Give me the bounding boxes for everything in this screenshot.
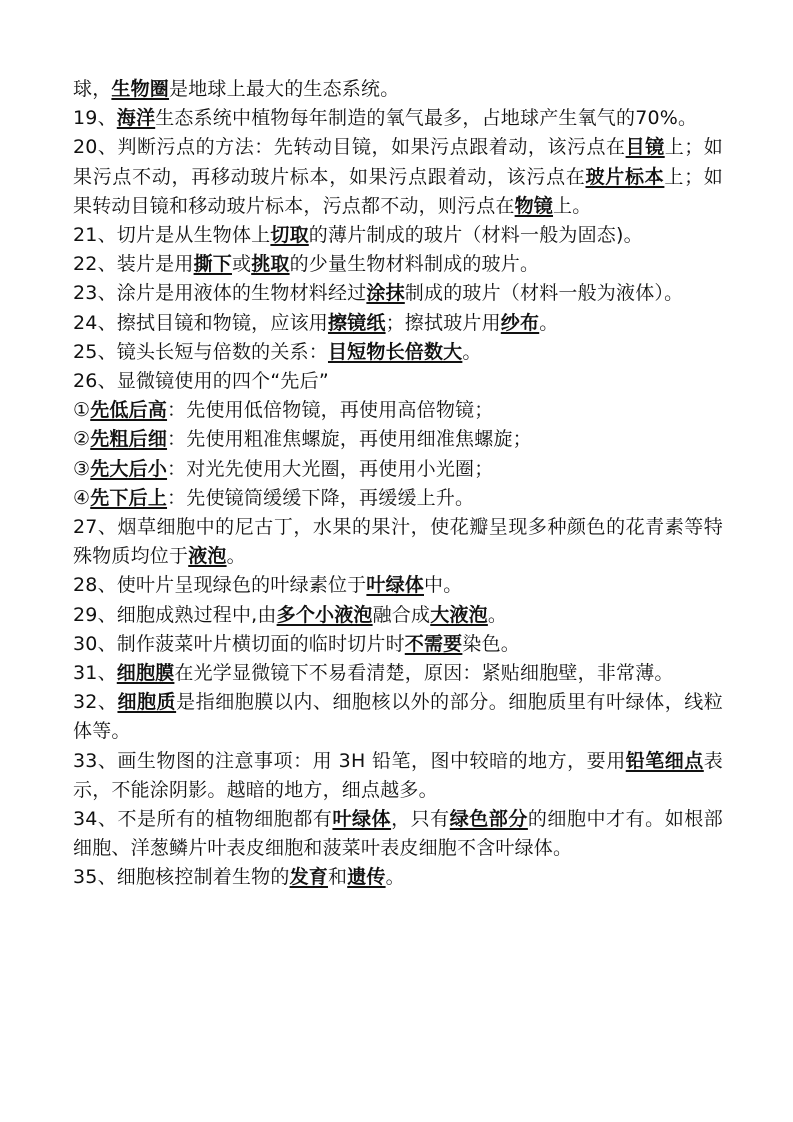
text-run: 26、显微镜使用的四个“先后” <box>73 370 329 393</box>
keyword-answer: 遗传 <box>347 866 386 889</box>
keyword-answer: 先大后小 <box>90 457 168 480</box>
item-31 <box>73 659 723 688</box>
text-run: ④ <box>73 486 91 509</box>
item-25 <box>73 338 723 367</box>
keyword-answer: 多个小液泡 <box>276 603 373 626</box>
text-run: 19、 <box>73 107 117 130</box>
keyword-answer: 先低后高 <box>90 399 168 422</box>
text-run: 上；如果污点不动，再移动玻片标本，如果污点跟着动，该污点在 <box>73 136 723 188</box>
keyword-answer: 发育 <box>289 866 328 889</box>
text-run: 30、制作菠菜叶片横切面的临时切片时 <box>73 632 405 655</box>
keyword-answer: 物镜 <box>514 194 554 217</box>
item-22 <box>73 250 723 279</box>
keyword-answer: 纱布 <box>500 311 540 334</box>
item-21 <box>73 221 723 250</box>
keyword-answer: 生物圈 <box>111 78 170 100</box>
text-run: 。 <box>539 311 559 334</box>
text-run: 32、 <box>73 691 118 714</box>
text-run: 23、涂片是用液体的生物材料经过 <box>73 282 367 305</box>
text-run: 21、切片是从生物体上 <box>73 224 271 247</box>
keyword-answer: 涂抹 <box>366 282 405 305</box>
item-35 <box>73 863 723 892</box>
text-run: 。 <box>226 545 246 568</box>
text-run: 27、烟草细胞中的尼古丁，水果的果汁，使花瓣呈现多种颜色的花青素等特殊物质均位于 <box>73 516 723 568</box>
text-run: 上；如果转动目镜和移动玻片标本，污点都不动，则污点在 <box>73 165 723 217</box>
text-run: 染色。 <box>462 632 520 655</box>
keyword-answer: 大液泡 <box>430 603 488 626</box>
text-run: 33、画生物图的注意事项：用 3H 铅笔，图中较暗的地方，要用 <box>73 749 626 772</box>
item-32 <box>73 688 723 746</box>
text-run: ：先使用粗准焦螺旋，再使用细准焦螺旋； <box>167 428 532 451</box>
item-26 <box>73 367 723 396</box>
item-29 <box>73 601 723 630</box>
text-run: 31、 <box>73 662 117 685</box>
text-run: 。 <box>462 340 482 363</box>
text-run: 的少量生物材料制成的玻片。 <box>289 253 540 276</box>
text-run: 22、装片是用 <box>73 253 194 276</box>
keyword-answer: 玻片标本 <box>585 165 665 188</box>
text-run: ：先使用低倍物镜，再使用高倍物镜； <box>167 399 494 422</box>
text-run: 和 <box>327 866 348 889</box>
text-run: 。 <box>487 603 508 626</box>
text-run: 制成的玻片（材料一般为液体）。 <box>404 282 684 305</box>
keyword-answer: 细胞质 <box>117 691 177 714</box>
text-run: 的细胞中才有。如根部细胞、洋葱鳞片叶表皮细胞和菠菜叶表皮细胞不含叶绿体。 <box>73 808 723 860</box>
text-run: 球， <box>73 78 112 100</box>
keyword-answer: 绿色部分 <box>449 808 528 831</box>
text-run: ② <box>73 428 91 451</box>
text-run: ；擦拭玻片用 <box>385 311 501 334</box>
keyword-answer: 叶绿体 <box>366 574 424 597</box>
item-34 <box>73 805 723 863</box>
keyword-answer: 液泡 <box>188 545 227 568</box>
item-28 <box>73 571 723 600</box>
text-run: ，只有 <box>391 808 450 831</box>
text-run: 。 <box>385 866 405 889</box>
keyword-answer: 擦镜纸 <box>327 311 386 334</box>
text-run: 35、细胞核控制着生物的 <box>73 866 290 889</box>
item-24 <box>73 309 723 338</box>
item-19 <box>73 104 723 133</box>
keyword-answer: 先粗后细 <box>90 428 168 451</box>
text-run: 中。 <box>424 574 463 597</box>
keyword-answer: 细胞膜 <box>116 662 175 685</box>
item-33 <box>73 747 723 805</box>
item-18-cont <box>73 75 723 104</box>
text-run: 或 <box>231 253 252 276</box>
item-26-2 <box>73 425 723 454</box>
text-run: 28、使叶片呈现绿色的叶绿素位于 <box>73 574 367 597</box>
item-26-3 <box>73 455 723 484</box>
text-run: ① <box>73 399 91 422</box>
text-run: 的薄片制成的玻片（材料一般为固态)。 <box>308 224 643 247</box>
keyword-answer: 不需要 <box>404 632 463 655</box>
text-run: 生态系统中植物每年制造的氧气最多，占地球产生氧气的70%。 <box>155 107 698 130</box>
keyword-answer: 挑取 <box>251 253 290 276</box>
text-run: 29、细胞成熟过程中,由 <box>73 603 277 626</box>
keyword-answer: 目短物长倍数大 <box>327 340 463 363</box>
text-run: 融合成 <box>372 603 431 626</box>
item-20 <box>73 133 723 221</box>
text-run: 20、判断污点的方法：先转动目镜，如果污点跟着动，该污点在 <box>73 136 626 159</box>
text-run: 25、镜头长短与倍数的关系： <box>73 340 328 363</box>
item-26-1 <box>73 396 723 425</box>
text-run: 34、不是所有的植物细胞都有 <box>73 808 333 831</box>
item-27 <box>73 513 723 571</box>
text-run: 24、擦拭目镜和物镜，应该用 <box>73 311 328 334</box>
text-run: ：先使镜筒缓缓下降，再缓缓上升。 <box>167 486 475 509</box>
document-page <box>73 75 723 893</box>
text-run: ③ <box>73 457 91 480</box>
text-run: ：对光先使用大光圈，再使用小光圈； <box>167 457 494 480</box>
text-run: 表示，不能涂阴影。越暗的地方，细点越多。 <box>73 749 723 801</box>
keyword-answer: 铅笔细点 <box>625 749 704 772</box>
text-run: 是指细胞膜以内、细胞核以外的部分。细胞质里有叶绿体，线粒体等。 <box>73 691 723 743</box>
text-run: 上。 <box>553 194 592 217</box>
keyword-answer: 撕下 <box>193 253 232 276</box>
keyword-answer: 切取 <box>270 224 309 247</box>
item-23 <box>73 279 723 308</box>
item-26-4 <box>73 484 723 513</box>
text-run: 在光学显微镜下不易看清楚，原因：紧贴细胞壁，非常薄。 <box>174 662 674 685</box>
keyword-answer: 叶绿体 <box>332 808 392 831</box>
keyword-answer: 先下后上 <box>90 486 168 509</box>
keyword-answer: 目镜 <box>625 136 665 159</box>
text-run: 是地球上最大的生态系统。 <box>169 78 400 100</box>
keyword-answer: 海洋 <box>116 107 156 130</box>
item-30 <box>73 630 723 659</box>
